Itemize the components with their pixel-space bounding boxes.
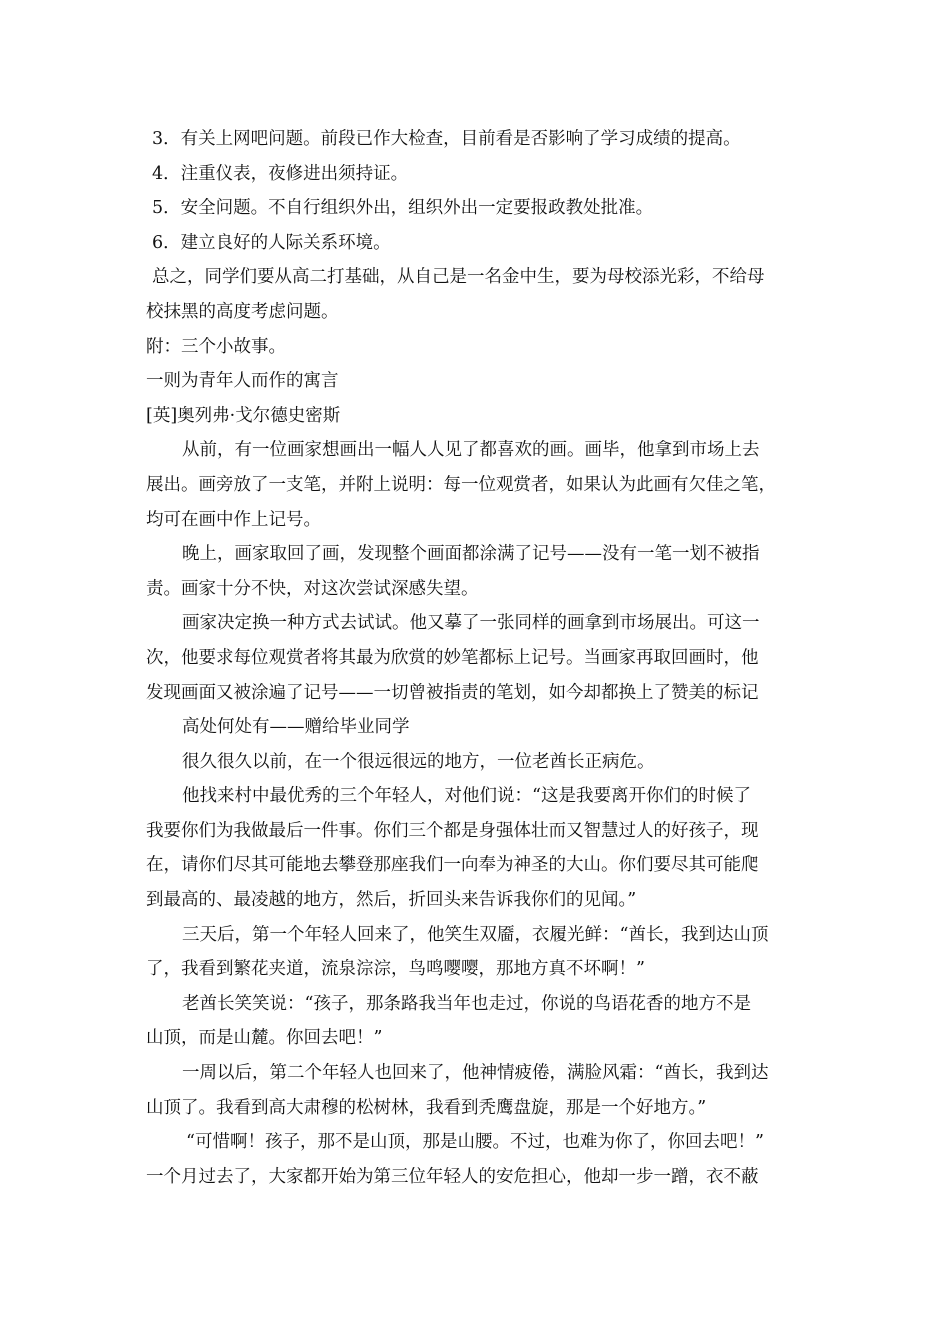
list-item-6: 6．建立良好的人际关系环境。 (152, 232, 391, 253)
paragraph-line: 到最高的、最凌越的地方，然后，折回头来告诉我你们的见闻。” (146, 890, 637, 911)
paragraph-line: 了，我看到繁花夹道，流泉淙淙，鸟鸣嘤嘤，那地方真不坏啊！” (146, 959, 645, 980)
story-1-author: [英]奥列弗·戈尔德史密斯 (146, 405, 341, 426)
story-2-title: 高处何处有——赠给毕业同学 (182, 717, 410, 738)
paragraph-line: 展出。画旁放了一支笔，并附上说明：每一位观赏者，如果认为此画有欠佳之笔， (146, 474, 776, 495)
appendix-heading: 附：三个小故事。 (146, 336, 286, 357)
summary-line-2: 校抹黑的高度考虑问题。 (146, 301, 339, 322)
paragraph-line: 他找来村中最优秀的三个年轻人，对他们说：“这是我要离开你们的时候了 (182, 786, 751, 807)
paragraph-line: 老酋长笑笑说：“孩子，那条路我当年也走过，你说的鸟语花香的地方不是 (182, 993, 751, 1014)
paragraph-line: 发现画面又被涂遍了记号——一切曾被指责的笔划，如今却都换上了赞美的标记 (146, 682, 759, 703)
summary-line-1: 总之，同学们要从高二打基础，从自己是一名金中生，要为母校添光彩，不给母 (152, 267, 765, 288)
paragraph-line: 在，请你们尽其可能地去攀登那座我们一向奉为神圣的大山。你们要尽其可能爬 (146, 855, 759, 876)
paragraph-line: 从前，有一位画家想画出一幅人人见了都喜欢的画。画毕，他拿到市场上去 (182, 440, 760, 461)
paragraph-line: 很久很久以前，在一个很远很远的地方，一位老酋长正病危。 (182, 751, 655, 772)
paragraph-line: 三天后，第一个年轻人回来了，他笑生双靥，衣履光鲜：“酋长，我到达山顶 (182, 924, 769, 945)
paragraph-line: 画家决定换一种方式去试试。他又摹了一张同样的画拿到市场展出。可这一 (182, 613, 760, 634)
paragraph-line: 山顶了。我看到高大肃穆的松树林，我看到秃鹰盘旋，那是一个好地方。” (146, 1097, 707, 1118)
paragraph-line: 晚上，画家取回了画，发现整个画面都涂满了记号——没有一笔一划不被指 (182, 544, 760, 565)
paragraph-line: 一周以后，第二个年轻人也回来了，他神情疲倦，满脸风霜：“酋长，我到达 (182, 1063, 769, 1084)
paragraph-line: 责。画家十分不快，对这次尝试深感失望。 (146, 578, 479, 599)
list-item-3: 3．有关上网吧问题。前段已作大检查，目前看是否影响了学习成绩的提高。 (152, 129, 741, 149)
story-1-title: 一则为青年人而作的寓言 (146, 371, 339, 392)
list-item-5: 5．安全问题。不自行组织外出，组织外出一定要报政教处批准。 (152, 198, 654, 219)
paragraph-line: 我要你们为我做最后一件事。你们三个都是身强体壮而又智慧过人的好孩子，现 (146, 820, 759, 841)
paragraph-line: 一个月过去了，大家都开始为第三位年轻人的安危担心，他却一步一蹭，衣不蔽 (146, 1166, 759, 1187)
list-item-4: 4．注重仪表，夜修进出须持证。 (152, 163, 409, 184)
document-body (146, 122, 816, 1194)
paragraph-line: “可惜啊！孩子，那不是山顶，那是山腰。不过，也难为你了，你回去吧！” (186, 1132, 764, 1153)
paragraph-line: 次，他要求每位观赏者将其最为欣赏的妙笔都标上记号。当画家再取回画时，他 (146, 647, 759, 668)
paragraph-line: 山顶，而是山麓。你回去吧！” (146, 1028, 383, 1049)
paragraph-line: 均可在画中作上记号。 (146, 509, 321, 530)
